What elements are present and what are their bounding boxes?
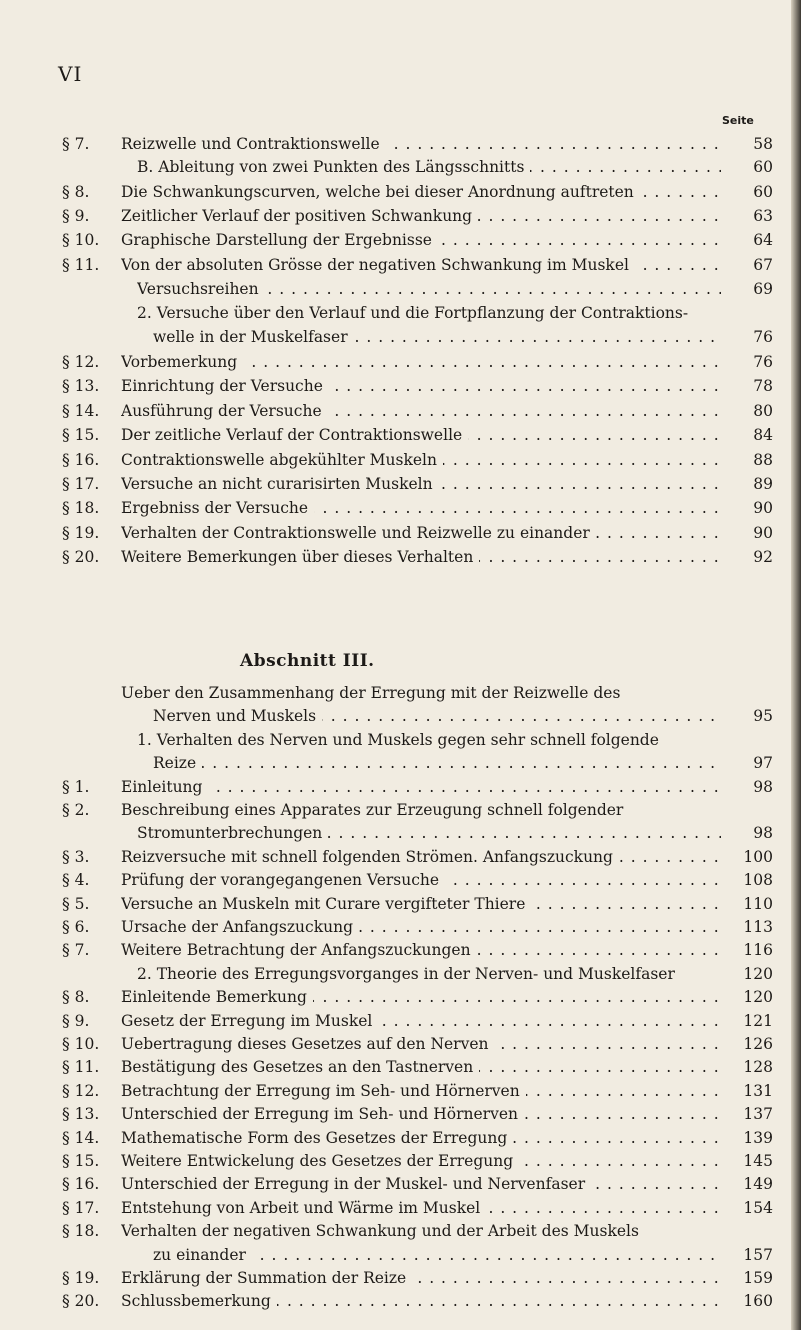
- page-number: VI: [58, 62, 83, 86]
- toc-entry-title: [121, 423, 721, 447]
- toc-row: [0, 521, 801, 545]
- toc-entry-title: [121, 1009, 721, 1033]
- toc-page-number: 131: [743, 1082, 773, 1100]
- toc-entry-title: [121, 938, 721, 962]
- toc-row: [0, 1266, 801, 1290]
- toc-section-number: § 11.: [62, 256, 100, 274]
- toc-page-number: 145: [743, 1152, 773, 1170]
- toc-entry-text: 1. Verhalten des Nerven und Muskels gegen sehr schnell folgende: [137, 731, 665, 749]
- toc-row: [0, 821, 801, 845]
- toc-row: [0, 798, 801, 822]
- toc-section-number: § 8.: [62, 988, 90, 1006]
- toc-page-number: 84: [753, 426, 773, 444]
- toc-entry-text: Ergebniss der Versuche: [121, 499, 314, 517]
- toc-page-number: 159: [743, 1269, 773, 1287]
- toc-entry-title: [121, 521, 721, 545]
- toc-entry-text: Der zeitliche Verlauf der Contraktionswelle: [121, 426, 468, 444]
- toc-entry-text: 2. Theorie des Erregungsvorganges in der Nerven- und Muskelfaser: [137, 965, 681, 983]
- toc-row: [0, 1219, 801, 1243]
- toc-page-number: 78: [753, 377, 773, 395]
- toc-page-number: 76: [753, 353, 773, 371]
- toc-entry-title: [121, 350, 721, 374]
- toc-page-number: 139: [743, 1129, 773, 1147]
- toc-entry-title: [121, 399, 721, 423]
- toc-section-number: § 6.: [62, 918, 90, 936]
- toc-section-number: § 20.: [62, 1292, 100, 1310]
- toc-page-number: 76: [753, 328, 773, 346]
- toc-row: [0, 1243, 801, 1267]
- toc-row: [0, 472, 801, 496]
- toc-page-number: 157: [743, 1246, 773, 1264]
- toc-entry-title: [121, 681, 721, 705]
- toc-page-number: 90: [753, 499, 773, 517]
- toc-section-number: § 7.: [62, 941, 90, 959]
- toc-entry-title: [137, 821, 721, 845]
- toc-entry-title: [121, 448, 721, 472]
- toc-row: [0, 496, 801, 520]
- toc-page-number: 100: [743, 848, 773, 866]
- toc-entry-text: Vorbemerkung: [121, 353, 243, 371]
- toc-entry-text: Verhalten der negativen Schwankung und der Arbeit des Muskels: [121, 1222, 645, 1240]
- toc-entry-text: Stromunterbrechungen: [137, 824, 328, 842]
- toc-entry-title: [121, 845, 721, 869]
- toc-row: [0, 985, 801, 1009]
- toc-page-number: 121: [743, 1012, 773, 1030]
- toc-section-number: § 19.: [62, 524, 100, 542]
- toc-page-number: 80: [753, 402, 773, 420]
- toc-page-number: 89: [753, 475, 773, 493]
- toc-entry-text: Versuchsreihen: [137, 280, 265, 298]
- toc-page-number: 116: [743, 941, 773, 959]
- toc-entry-title: [121, 1266, 721, 1290]
- toc-row: [0, 1289, 801, 1313]
- toc-page-number: 97: [753, 754, 773, 772]
- toc-row: [0, 915, 801, 939]
- toc-row: [0, 751, 801, 775]
- toc-row: [0, 325, 801, 349]
- toc-section-number: § 5.: [62, 895, 90, 913]
- toc-entry-text: Ursache der Anfangszuckung: [121, 918, 359, 936]
- toc-entry-title: [121, 1196, 721, 1220]
- toc-row: [0, 1032, 801, 1056]
- toc-row: [0, 350, 801, 374]
- toc-entry-text: Reize: [153, 754, 202, 772]
- toc-row: [0, 1055, 801, 1079]
- toc-entry-title: [121, 228, 721, 252]
- toc-section-number: § 19.: [62, 1269, 100, 1287]
- toc-entry-text: Ueber den Zusammenhang der Erregung mit der Reizwelle des: [121, 684, 626, 702]
- toc-page-number: 108: [743, 871, 773, 889]
- toc-section-number: § 15.: [62, 426, 100, 444]
- toc-page-number: 98: [753, 778, 773, 796]
- toc-entry-title: [137, 301, 721, 325]
- toc-entry-title: [153, 704, 721, 728]
- toc-section-number: § 16.: [62, 451, 100, 469]
- toc-section-number: § 14.: [62, 1129, 100, 1147]
- toc-entry-text: Einrichtung der Versuche: [121, 377, 329, 395]
- toc-entry-text: Prüfung der vorangegangenen Versuche: [121, 871, 445, 889]
- toc-row: [0, 728, 801, 752]
- toc-row: [0, 1149, 801, 1173]
- toc-row: [0, 1172, 801, 1196]
- toc-entry-text: 2. Versuche über den Verlauf und die Fortpflanzung der Contraktions-: [137, 304, 694, 322]
- toc-entry-text: Einleitende Bemerkung: [121, 988, 313, 1006]
- toc-page-number: 126: [743, 1035, 773, 1053]
- toc-row: [0, 132, 801, 156]
- toc-row: [0, 1196, 801, 1220]
- toc-page-number: 120: [743, 988, 773, 1006]
- toc-page-number: 64: [753, 231, 773, 249]
- toc-entry-title: [121, 253, 721, 277]
- toc-entry-title: [121, 1055, 721, 1079]
- toc-entry-text: Ausführung der Versuche: [121, 402, 328, 420]
- toc-entry-text: Weitere Entwickelung des Gesetzes der Erregung: [121, 1152, 519, 1170]
- toc-entry-title: [121, 985, 721, 1009]
- toc-row: [0, 868, 801, 892]
- toc-entry-title: [121, 798, 721, 822]
- toc-entry-title: [121, 775, 721, 799]
- toc-entry-text: Von der absoluten Grösse der negativen Schwankung im Muskel: [121, 256, 635, 274]
- toc-row: [0, 204, 801, 228]
- toc-entry-text: Graphische Darstellung der Ergebnisse: [121, 231, 438, 249]
- toc-entry-title: [137, 962, 721, 986]
- toc-entry-text: Zeitlicher Verlauf der positiven Schwankung: [121, 207, 478, 225]
- toc-entry-title: [121, 1289, 721, 1313]
- toc-section-number: § 18.: [62, 499, 100, 517]
- toc-page-number: 63: [753, 207, 773, 225]
- toc-page-number: 95: [753, 707, 773, 725]
- toc-page-number: 110: [743, 895, 773, 913]
- toc-entry-text: Beschreibung eines Apparates zur Erzeugung schnell folgender: [121, 801, 629, 819]
- toc-section-number: § 2.: [62, 801, 90, 819]
- toc-entry-title: [121, 472, 721, 496]
- toc-entry-text: Nerven und Muskels: [153, 707, 322, 725]
- toc-page-number: 92: [753, 548, 773, 566]
- toc-section-number: § 8.: [62, 183, 90, 201]
- toc-row: [0, 892, 801, 916]
- toc-entry-title: [153, 1243, 721, 1267]
- toc-page-number: 120: [743, 965, 773, 983]
- toc-section-number: § 10.: [62, 1035, 100, 1053]
- toc-entry-text: Reizwelle und Contraktionswelle: [121, 135, 386, 153]
- toc-entry-title: [121, 1219, 721, 1243]
- toc-page-number: 58: [753, 135, 773, 153]
- toc-row: [0, 545, 801, 569]
- toc-row: [0, 253, 801, 277]
- toc-entry-title: [121, 1079, 721, 1103]
- toc-entry-title: [121, 1032, 721, 1056]
- toc-page-number: 69: [753, 280, 773, 298]
- toc-entry-title: [121, 1172, 721, 1196]
- toc-row: [0, 1126, 801, 1150]
- toc-entry-title: [121, 496, 721, 520]
- toc-entry-title: [121, 374, 721, 398]
- toc-entry-text: Versuche an Muskeln mit Curare vergifteter Thiere: [121, 895, 531, 913]
- page-column-header: Seite: [722, 114, 754, 127]
- toc-section-number: § 12.: [62, 1082, 100, 1100]
- toc-entry-title: [121, 1102, 721, 1126]
- toc-row: [0, 448, 801, 472]
- toc-section-number: § 9.: [62, 207, 90, 225]
- toc-page-number: 60: [753, 158, 773, 176]
- toc-section-number: § 17.: [62, 475, 100, 493]
- toc-row: [0, 775, 801, 799]
- toc-entry-text: welle in der Muskelfaser: [153, 328, 354, 346]
- toc-entry-title: [137, 155, 721, 179]
- toc-entry-text: Reizversuche mit schnell folgenden Strömen. Anfangszuckung: [121, 848, 619, 866]
- toc-entry-text: Einleitung: [121, 778, 208, 796]
- toc-section-number: § 20.: [62, 548, 100, 566]
- toc-entry-title: [121, 180, 721, 204]
- toc-entry-title: [121, 892, 721, 916]
- toc-entry-text: Entstehung von Arbeit und Wärme im Muskel: [121, 1199, 486, 1217]
- toc-section-number: § 14.: [62, 402, 100, 420]
- toc-row: [0, 155, 801, 179]
- toc-entry-text: Verhalten der Contraktionswelle und Reizwelle zu einander: [121, 524, 596, 542]
- toc-section-number: § 3.: [62, 848, 90, 866]
- toc-row: [0, 1102, 801, 1126]
- toc-row: [0, 180, 801, 204]
- toc-entry-title: [121, 545, 721, 569]
- toc-entry-title: [121, 204, 721, 228]
- toc-entry-title: [153, 325, 721, 349]
- toc-row: [0, 681, 801, 705]
- toc-section-number: § 17.: [62, 1199, 100, 1217]
- toc-entry-text: Gesetz der Erregung im Muskel: [121, 1012, 378, 1030]
- toc-section-number: § 13.: [62, 1105, 100, 1123]
- toc-entry-title: [121, 868, 721, 892]
- toc-entry-text: Weitere Bemerkungen über dieses Verhalten: [121, 548, 479, 566]
- toc-section-number: § 10.: [62, 231, 100, 249]
- toc-section-number: § 1.: [62, 778, 90, 796]
- toc-entry-text: Contraktionswelle abgekühlter Muskeln: [121, 451, 443, 469]
- toc-row: [0, 845, 801, 869]
- toc-page-number: 98: [753, 824, 773, 842]
- toc-page-number: 88: [753, 451, 773, 469]
- toc-page-number: 60: [753, 183, 773, 201]
- toc-section-number: § 9.: [62, 1012, 90, 1030]
- toc-row: [0, 374, 801, 398]
- toc-entry-text: zu einander: [153, 1246, 252, 1264]
- toc-row: [0, 301, 801, 325]
- toc-row: [0, 938, 801, 962]
- toc-page-number: 160: [743, 1292, 773, 1310]
- toc-section-number: § 7.: [62, 135, 90, 153]
- toc-row: [0, 962, 801, 986]
- toc-entry-text: Schlussbemerkung: [121, 1292, 277, 1310]
- toc-entry-text: Versuche an nicht curarisirten Muskeln: [121, 475, 439, 493]
- toc-entry-text: Die Schwankungscurven, welche bei dieser Anordnung auftreten: [121, 183, 640, 201]
- toc-row: [0, 228, 801, 252]
- toc-entry-title: [121, 1126, 721, 1150]
- toc-section-number: § 18.: [62, 1222, 100, 1240]
- toc-entry-text: Uebertragung dieses Gesetzes auf den Nerven: [121, 1035, 495, 1053]
- toc-entry-text: Erklärung der Summation der Reize: [121, 1269, 412, 1287]
- toc-page-number: 149: [743, 1175, 773, 1193]
- toc-section-number: § 11.: [62, 1058, 100, 1076]
- toc-section-number: § 4.: [62, 871, 90, 889]
- toc-entry-text: Unterschied der Erregung in der Muskel- und Nervenfaser: [121, 1175, 591, 1193]
- toc-entry-title: [121, 1149, 721, 1173]
- toc-row: [0, 704, 801, 728]
- toc-section-number: § 16.: [62, 1175, 100, 1193]
- toc-entry-text: B. Ableitung von zwei Punkten des Längsschnitts: [137, 158, 530, 176]
- toc-entry-title: [137, 277, 721, 301]
- toc-entry-text: Weitere Betrachtung der Anfangszuckungen: [121, 941, 477, 959]
- toc-section-number: § 12.: [62, 353, 100, 371]
- toc-page-number: 67: [753, 256, 773, 274]
- toc-page-number: 137: [743, 1105, 773, 1123]
- toc-row: [0, 1009, 801, 1033]
- toc-entry-text: Betrachtung der Erregung im Seh- und Hörnerven: [121, 1082, 526, 1100]
- toc-entry-title: [121, 132, 721, 156]
- toc-entry-title: [121, 915, 721, 939]
- section-heading: Abschnitt III.: [240, 651, 375, 671]
- toc-page-number: 154: [743, 1199, 773, 1217]
- toc-row: [0, 277, 801, 301]
- toc-entry-title: [137, 728, 721, 752]
- toc-section-number: § 15.: [62, 1152, 100, 1170]
- toc-page-number: 90: [753, 524, 773, 542]
- toc-row: [0, 399, 801, 423]
- toc-entry-text: Mathematische Form des Gesetzes der Erregung: [121, 1129, 513, 1147]
- toc-section-number: § 13.: [62, 377, 100, 395]
- toc-entry-text: Unterschied der Erregung im Seh- und Hörnerven: [121, 1105, 524, 1123]
- toc-entry-text: Bestätigung des Gesetzes an den Tastnerven: [121, 1058, 479, 1076]
- toc-page-number: 128: [743, 1058, 773, 1076]
- toc-row: [0, 423, 801, 447]
- toc-row: [0, 1079, 801, 1103]
- toc-page-number: 113: [743, 918, 773, 936]
- toc-entry-title: [153, 751, 721, 775]
